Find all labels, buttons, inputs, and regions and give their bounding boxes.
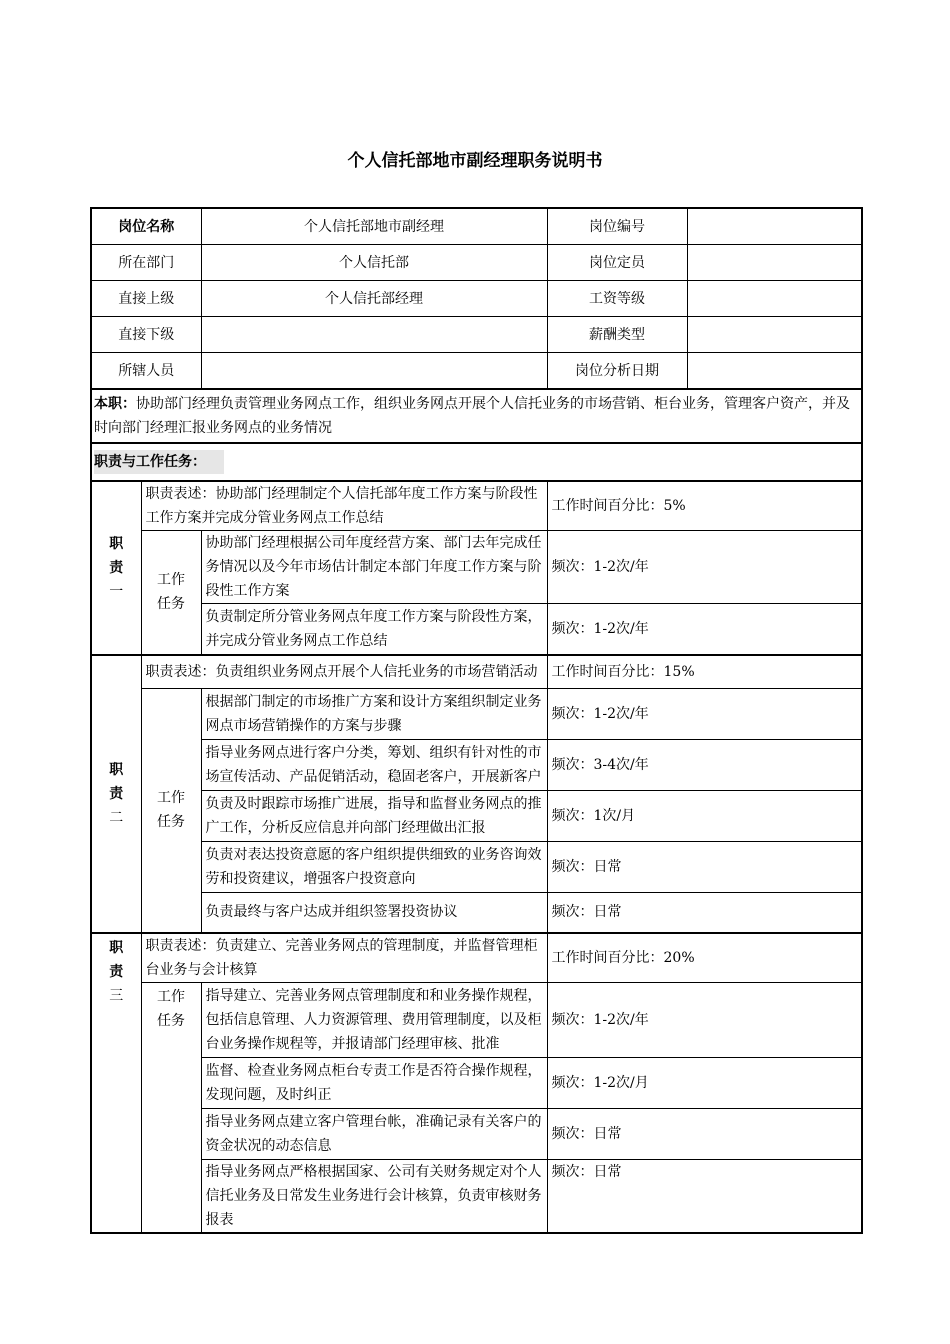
resp1-task-1-freq: 频次：1-2次/年 xyxy=(547,531,862,604)
resp3-task-4: 指导业务网点严格根据国家、公司有关财务规定对个人信托业务及日常发生业务进行会计核算，负责审核财务报表 xyxy=(201,1160,547,1234)
resp3-statement: 职责表述：负责建立、完善业务网点的管理制度，并监督管理柜台业务与会计核算 xyxy=(141,933,547,983)
resp3-task-4-freq: 频次：日常 xyxy=(547,1160,862,1234)
salary-grade-label: 工资等级 xyxy=(547,281,687,317)
resp1-task-2: 负责制定所分管业务网点年度工作方案与阶段性方案，并完成分管业务网点工作总结 xyxy=(201,604,547,655)
position-name-label: 岗位名称 xyxy=(91,208,201,245)
resp2-task-5-freq: 频次：日常 xyxy=(547,893,862,933)
row-position-name xyxy=(91,208,862,245)
resp2-task-1-freq: 频次：1-2次/年 xyxy=(547,689,862,740)
resp1-task-2-freq: 频次：1-2次/年 xyxy=(547,604,862,655)
row-subordinate xyxy=(91,317,862,353)
duty-text: 协助部门经理负责管理业务网点工作，组织业务网点开展个人信托业务的市场营销、柜台业务，管理客户资产，并及时向部门经理汇报业务网点的业务情况 xyxy=(94,396,850,436)
resp3-task-row xyxy=(91,1109,862,1160)
salary-grade-value xyxy=(687,281,862,317)
resp2-task-2: 指导业务网点进行客户分类，筹划、组织有针对性的市场宣传活动、产品促销活动，稳固老客户，开展新客户 xyxy=(201,740,547,791)
position-name-value: 个人信托部地市副经理 xyxy=(201,208,547,245)
pay-type-value xyxy=(687,317,862,353)
resp2-task-2-freq: 频次：3-4次/年 xyxy=(547,740,862,791)
analysis-date-value xyxy=(687,353,862,390)
resp1-statement: 职责表述：协助部门经理制定个人信托部年度工作方案与阶段性工作方案并完成分管业务网点工作总结 xyxy=(141,481,547,531)
resp3-task-row xyxy=(91,1058,862,1109)
resp3-task-3-freq: 频次：日常 xyxy=(547,1109,862,1160)
subordinate-value xyxy=(201,317,547,353)
resp3-task-1: 指导建立、完善业务网点管理制度和和业务操作规程，包括信息管理、人力资源管理、费用管理制度，以及柜台业务操作规程等，并报请部门经理审核、批准 xyxy=(201,983,547,1058)
headcount-label: 岗位定员 xyxy=(547,245,687,281)
subordinate-label: 直接下级 xyxy=(91,317,201,353)
resp2-task-row xyxy=(91,893,862,933)
resp2-task-4-freq: 频次：日常 xyxy=(547,842,862,893)
analysis-date-label: 岗位分析日期 xyxy=(547,353,687,390)
resp3-task-row xyxy=(91,983,862,1058)
resp2-task-row xyxy=(91,740,862,791)
resp3-statement-row xyxy=(91,933,862,983)
resp3-task-2: 监督、检查业务网点柜台专责工作是否符合操作规程，发现问题，及时纠正 xyxy=(201,1058,547,1109)
resp2-statement-row xyxy=(91,655,862,689)
resp3-task-3: 指导业务网点建立客户管理台帐，准确记录有关客户的资金状况的动态信息 xyxy=(201,1109,547,1160)
responsibilities-heading: 职责与工作任务： xyxy=(94,450,224,474)
resp2-label: 职 责 二 xyxy=(91,655,141,933)
resp1-statement-row xyxy=(91,481,862,531)
resp3-task-row xyxy=(91,1160,862,1234)
resp3-task-1-freq: 频次：1-2次/年 xyxy=(547,983,862,1058)
resp1-label: 职 责 一 xyxy=(91,481,141,655)
staff-value xyxy=(201,353,547,390)
resp2-task-4: 负责对表达投资意愿的客户组织提供细致的业务咨询效劳和投资建议，增强客户投资意向 xyxy=(201,842,547,893)
row-superior xyxy=(91,281,862,317)
resp1-task-row xyxy=(91,604,862,655)
resp2-task-3: 负责及时跟踪市场推广进展，指导和监督业务网点的推广工作，分析反应信息并向部门经理做出汇报 xyxy=(201,791,547,842)
resp3-label: 职 责 三 xyxy=(91,933,141,1234)
resp2-statement: 职责表述：负责组织业务网点开展个人信托业务的市场营销活动 xyxy=(141,655,547,689)
resp2-task-row xyxy=(91,689,862,740)
department-label: 所在部门 xyxy=(91,245,201,281)
resp2-percent: 工作时间百分比：15% xyxy=(547,655,862,689)
resp2-task-3-freq: 频次：1次/月 xyxy=(547,791,862,842)
superior-label: 直接上级 xyxy=(91,281,201,317)
position-code-value xyxy=(687,208,862,245)
duty-cell xyxy=(91,389,862,443)
headcount-value xyxy=(687,245,862,281)
resp2-task-row xyxy=(91,842,862,893)
row-responsibilities-heading xyxy=(91,443,862,481)
resp1-percent: 工作时间百分比：5% xyxy=(547,481,862,531)
job-description-table xyxy=(90,207,863,1234)
resp3-task-2-freq: 频次：1-2次/月 xyxy=(547,1058,862,1109)
resp3-percent: 工作时间百分比：20% xyxy=(547,933,862,983)
resp1-task-row xyxy=(91,531,862,604)
staff-label: 所辖人员 xyxy=(91,353,201,390)
resp1-task-label: 工作 任务 xyxy=(141,531,201,655)
pay-type-label: 薪酬类型 xyxy=(547,317,687,353)
position-code-label: 岗位编号 xyxy=(547,208,687,245)
department-value: 个人信托部 xyxy=(201,245,547,281)
superior-value: 个人信托部经理 xyxy=(201,281,547,317)
resp2-task-row xyxy=(91,791,862,842)
responsibilities-heading-cell xyxy=(91,443,862,481)
row-staff xyxy=(91,353,862,390)
resp2-task-1: 根据部门制定的市场推广方案和设计方案组织制定业务网点市场营销操作的方案与步骤 xyxy=(201,689,547,740)
resp3-task-label: 工作 任务 xyxy=(141,983,201,1234)
resp2-task-5: 负责最终与客户达成并组织签署投资协议 xyxy=(201,893,547,933)
resp2-task-label: 工作 任务 xyxy=(141,689,201,933)
duty-label: 本职： xyxy=(94,396,136,412)
resp1-task-1: 协助部门经理根据公司年度经营方案、部门去年完成任务情况以及今年市场估计制定本部门年度工作方案与阶段性工作方案 xyxy=(201,531,547,604)
row-duty xyxy=(91,389,862,443)
row-department xyxy=(91,245,862,281)
page-title: 个人信托部地市副经理职务说明书 xyxy=(347,151,603,171)
